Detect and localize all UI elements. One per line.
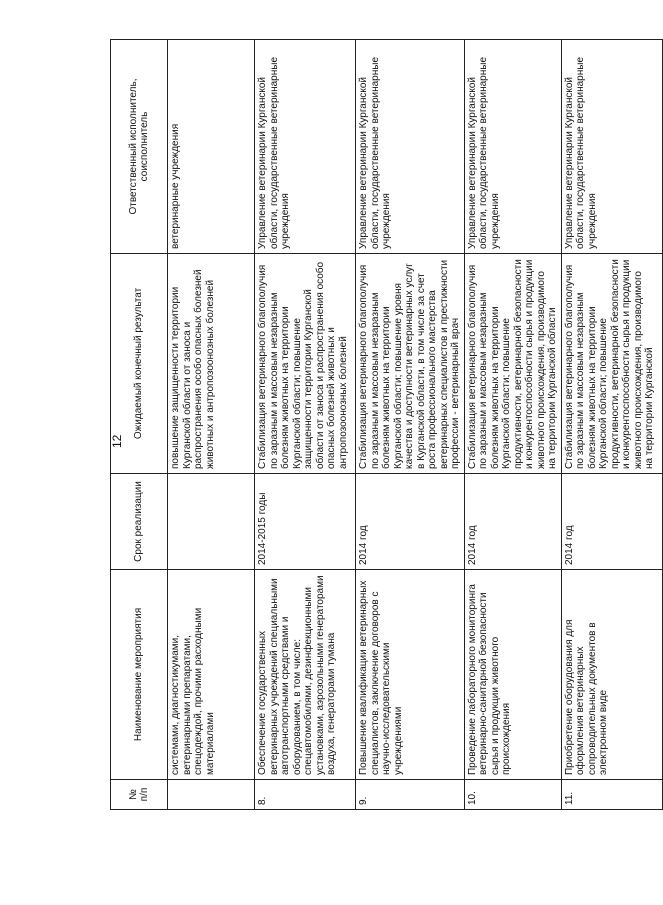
cell-name: Приобретение оборудования для оформления ветеринарных сопроводительных документов в электронном виде	[561, 570, 662, 780]
cell-term: 2014-2015 годы	[255, 474, 356, 570]
cell-name: Проведение лабораторного мониторинга ветеринарно-санитарной безопасности сырья и продукции животного происхождения	[464, 570, 561, 780]
cell-term: 2014 год	[561, 474, 662, 570]
table-row	[464, 40, 561, 810]
cell-term: 2014 год	[356, 474, 465, 570]
table-row	[168, 40, 255, 810]
table-row	[561, 40, 662, 810]
header-responsible: Ответственный исполнитель, соисполнитель	[111, 40, 168, 254]
cell-name: Повышение квалификации ветеринарных специалистов, заключение договоров с научно-исследовательскими учреждениями	[356, 570, 465, 780]
cell-num: 9.	[356, 780, 465, 810]
table-header	[111, 40, 168, 810]
cell-num: 11.	[561, 780, 662, 810]
table-row	[356, 40, 465, 810]
header-num: № п/п	[111, 780, 168, 810]
rotated-table-stage	[110, 40, 655, 810]
header-name: Наименование мероприятия	[111, 570, 168, 780]
cell-num: 10.	[464, 780, 561, 810]
cell-name: Обеспечение государственных ветеринарных учреждений специальными автотранспортными средствами и оборудованием, в том числе: спецавтомобилями, дезинфекционными установками, аэрозольными генераторами воздуха, генераторами тумана	[255, 570, 356, 780]
cell-term	[168, 474, 255, 570]
cell-responsible: Управление ветеринарии Курганской области, государственные ветеринарные учреждения	[356, 40, 465, 254]
cell-responsible: ветеринарные учреждения	[168, 40, 255, 254]
cell-num: 8.	[255, 780, 356, 810]
page-number: 12	[110, 434, 124, 448]
cell-responsible: Управление ветеринарии Курганской области, государственные ветеринарные учреждения	[464, 40, 561, 254]
cell-num	[168, 780, 255, 810]
cell-result: Стабилизация ветеринарного благополучия по заразным и массовым незаразным болезням животных на территории Курганской области; повышение защищенности территории Курганской области от заноса и распространения особо опасных болезней животных и антропозоонозных болезней	[255, 254, 356, 474]
cell-result: Стабилизация ветеринарного благополучия по заразным и массовым незаразным болезням животных на территории Курганской области; повышение продуктивности, ветеринарной безопасности и конкурентоспособности сырья и продукции животного происхождения, производимого на территории Курганской	[561, 254, 662, 474]
cell-result: повышение защищенности территории Курганской области от заноса и распространения особо опасных болезней животных и антропозоонозных болезней	[168, 254, 255, 474]
cell-result: Стабилизация ветеринарного благополучия по заразным и массовым незаразным болезням животных на территории Курганской области; повышение уровня качества и доступности ветеринарных услуг в Курганской области, в том числе за счет роста профессионального мастерства ветеринарных специалистов и престижности профессии - ветеринарный врач	[356, 254, 465, 474]
header-term: Срок реализации	[111, 474, 168, 570]
cell-responsible: Управление ветеринарии Курганской области, государственные ветеринарные учреждения	[255, 40, 356, 254]
cell-name: системами, диагностикумами, ветеринарными препаратами, спецодеждой, прочими расходными материалами	[168, 570, 255, 780]
header-result: Ожидаемый конечный результат	[111, 254, 168, 474]
cell-responsible: Управление ветеринарии Курганской области, государственные ветеринарные учреждения	[561, 40, 662, 254]
measures-table	[110, 39, 663, 810]
cell-result: Стабилизация ветеринарного благополучия по заразным и массовым незаразным болезням животных на территории Курганской области; повышение продуктивности, ветеринарной безопасности и конкурентоспособности сырья и продукции животного происхождения, производимого на территории Курганской области	[464, 254, 561, 474]
cell-term: 2014 год	[464, 474, 561, 570]
table-row	[255, 40, 356, 810]
